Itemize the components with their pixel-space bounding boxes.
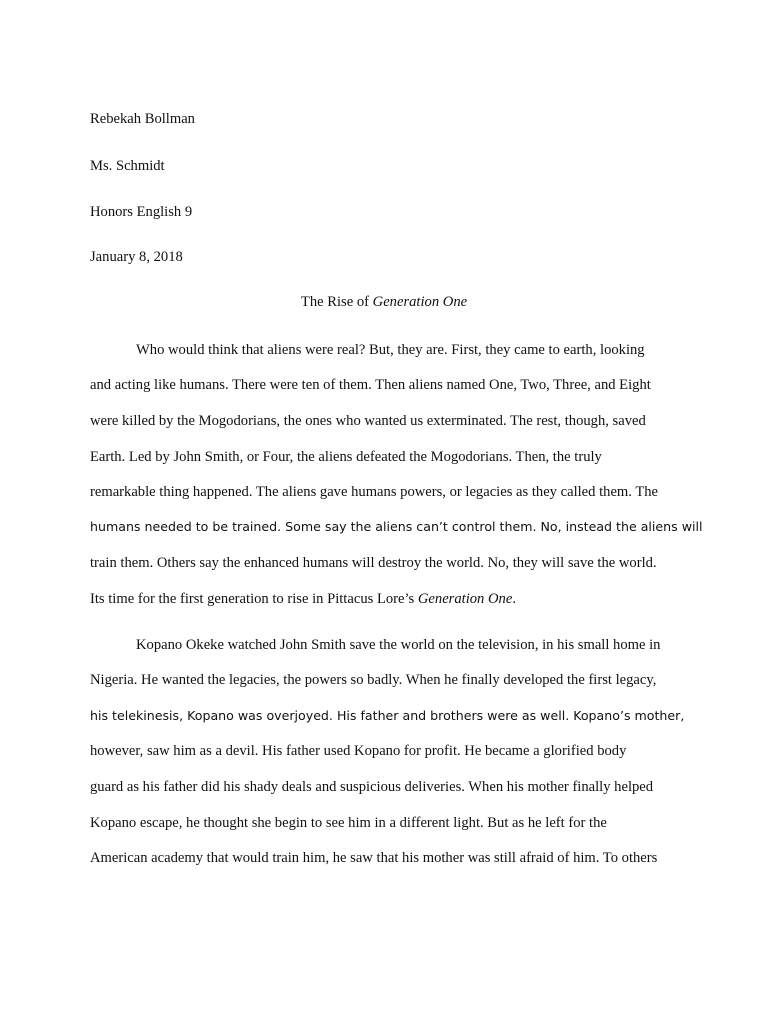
essay-date: January 8, 2018 xyxy=(90,249,183,265)
paragraph-1-line-5: remarkable thing happened. The aliens gave humans powers, or legacies as they called them. The xyxy=(90,484,659,500)
paragraph-1-line-6 xyxy=(90,518,703,536)
paragraph-1-line-7: train them. Others say the enhanced humans will destroy the world. No, they will save the world. xyxy=(90,555,657,571)
paragraph-1-line-8 xyxy=(90,590,516,608)
paragraph-2-line-3-part-a: his telekinesis, Kopano was overjoyed. xyxy=(90,708,333,723)
paragraph-2-line-7: American academy that would train him, he saw that his mother was still afraid of him. To others xyxy=(90,850,658,866)
paragraph-2-line-5: guard as his father did his shady deals and suspicious deliveries. When his mother finally helped xyxy=(90,779,654,795)
paragraph-2-line-3-part-b: His father and brothers were as well. Kopano’s mother, xyxy=(332,708,685,723)
paragraph-2-line-3 xyxy=(90,707,684,725)
paragraph-2-line-2: Nigeria. He wanted the legacies, the powers so badly. When he finally developed the first legacy, xyxy=(90,672,657,688)
paragraph-1-line-6-part-b: No, instead the aliens will xyxy=(536,519,703,534)
paragraph-1-line-8-prefix: Its time for the first generation to rise in Pittacus Lore’s xyxy=(90,591,418,607)
paragraph-2-line-1: Kopano Okeke watched John Smith save the world on the television, in his small home in xyxy=(136,637,661,653)
essay-title xyxy=(0,293,768,311)
paragraph-2-line-6: Kopano escape, he thought she begin to see him in a different light. But as he left for the xyxy=(90,815,607,831)
paragraph-1-line-2: and acting like humans. There were ten of them. Then aliens named One, Two, Three, and Eight xyxy=(90,377,651,393)
paragraph-1-line-3: were killed by the Mogodorians, the ones who wanted us exterminated. The rest, though, saved xyxy=(90,413,646,429)
course-name: Honors English 9 xyxy=(90,204,193,220)
paragraph-1-line-1: Who would think that aliens were real? But, they are. First, they came to earth, looking xyxy=(136,342,645,358)
paragraph-2-line-4: however, saw him as a devil. His father used Kopano for profit. He became a glorified body xyxy=(90,743,627,759)
title-book-name: Generation One xyxy=(372,294,468,310)
paragraph-1-line-6-part-a: humans needed to be trained. Some say the aliens can’t control them. xyxy=(90,519,537,534)
paragraph-1-line-8-suffix: . xyxy=(512,591,516,607)
paragraph-1-line-4: Earth. Led by John Smith, or Four, the aliens defeated the Mogodorians. Then, the truly xyxy=(90,449,602,465)
book-title-italic: Generation One xyxy=(417,591,513,607)
title-prefix: The Rise of xyxy=(300,294,373,310)
author-name: Rebekah Bollman xyxy=(90,111,195,127)
teacher-name: Ms. Schmidt xyxy=(90,158,165,174)
